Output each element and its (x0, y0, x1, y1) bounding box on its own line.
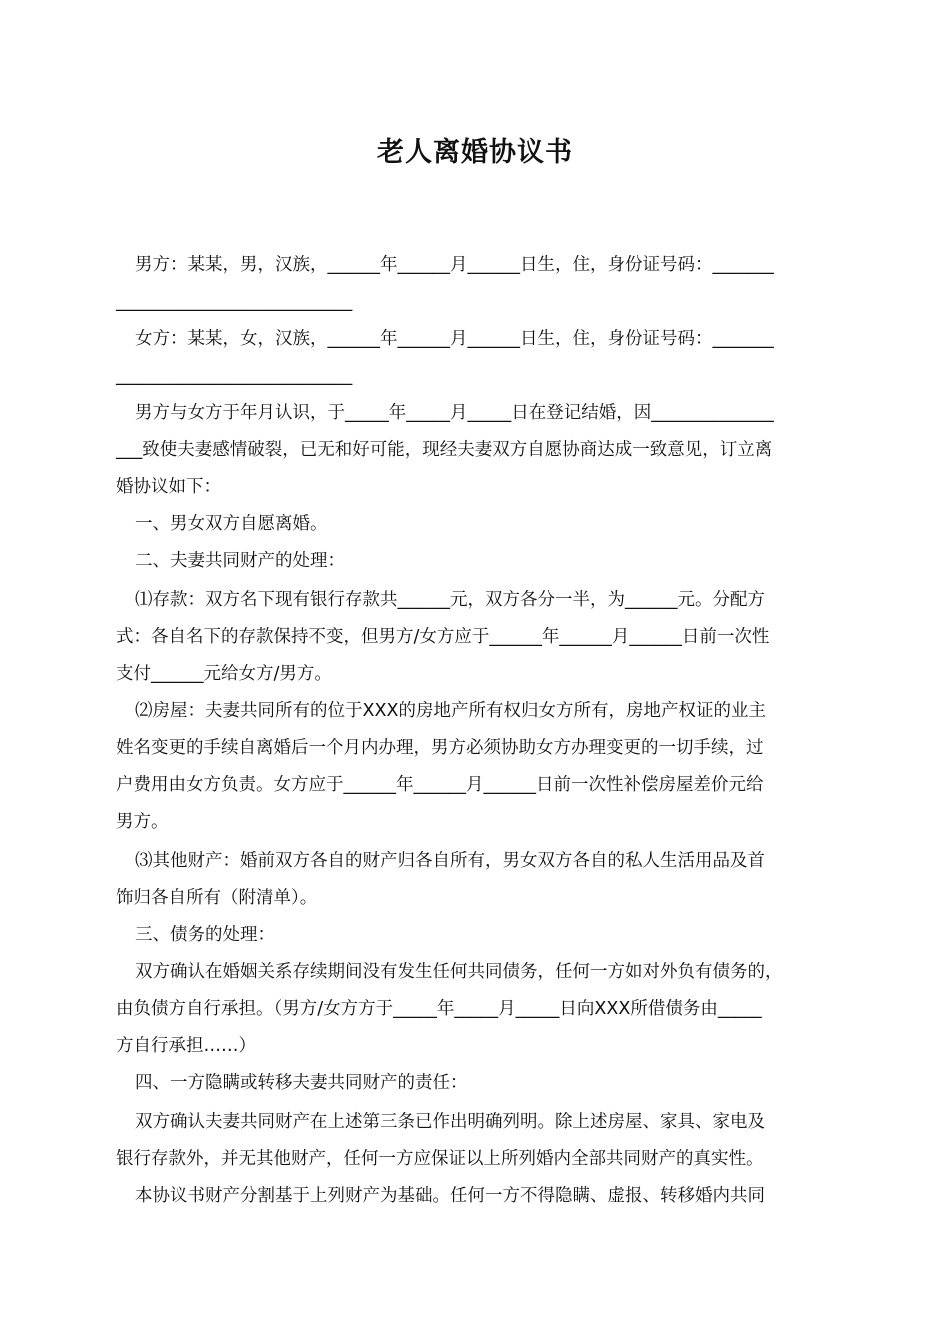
text-line: 由负债方自行承担。（男方/女方方于_____年_____月_____日向XXX所借债务由_____ (116, 999, 762, 1019)
text-line: ⑵房屋：夫妻共同所有的位于XXX的房地产所有权归女方所有，房地产权证的业主 (135, 701, 766, 721)
text-line: 男方：某某，男，汉族，______年______月______日生，住，身份证号码：_______ (135, 255, 774, 275)
text-line: 双方确认夫妻共同财产在上述第三条已作出明确列明。除上述房屋、家具、家电及 (135, 1112, 765, 1132)
text-line: 本协议书财产分割基于上列财产为基础。任何一方不得隐瞒、虚报、转移婚内共同 (135, 1186, 765, 1206)
text-line: 婚协议如下： (116, 477, 221, 497)
text-line: 支付______元给女方/男方。 (116, 664, 332, 684)
text-line: 银行存款外，并无其他财产，任何一方应保证以上所列婚内全部共同财产的真实性。 (116, 1149, 764, 1169)
text-line: ___________________________ (116, 366, 353, 386)
text-line: ___________________________ (116, 292, 353, 312)
document-title: 老人离婚协议书 (377, 137, 573, 168)
section-heading: 二、夫妻共同财产的处理： (135, 551, 345, 571)
text-line: 男方与女方于年月认识，于_____年_____月_____日在登记结婚，因______________ (135, 403, 774, 423)
text-line: 双方确认在婚姻关系存续期间没有发生任何共同债务，任何一方如对外负有债务的， (135, 962, 783, 982)
text-line: 式：各自名下的存款保持不变，但男方/女方应于______年______月______日前一次性 (116, 627, 770, 647)
text-line: 户费用由女方负责。女方应于______年______月______日前一次性补偿房屋差价元给 (116, 775, 764, 795)
section-heading: 四、一方隐瞒或转移夫妻共同财产的责任： (135, 1073, 468, 1093)
text-line: ___致使夫妻感情破裂，已无和好可能，现经夫妻双方自愿协商达成一致意见，订立离 (116, 440, 773, 460)
text-line: ⑶其他财产：婚前双方各自的财产归各自所有，男女双方各自的私人生活用品及首 (135, 851, 765, 871)
text-line: 姓名变更的手续自离婚后一个月内办理，男方必须协助女方办理变更的一切手续，过 (116, 738, 764, 758)
section-heading: 一、男女双方自愿离婚。 (135, 514, 328, 534)
text-line: 方自行承担……） (116, 1036, 256, 1056)
text-line: 女方：某某，女，汉族，______年______月______日生，住，身份证号码：_______ (135, 329, 774, 349)
text-line: 男方。 (116, 812, 169, 832)
text-line: ⑴存款：双方名下现有银行存款共______元，双方各分一半，为______元。分配方 (135, 590, 765, 610)
text-line: 饰归各自所有（附清单）。 (116, 888, 318, 908)
section-heading: 三、债务的处理： (135, 925, 275, 945)
